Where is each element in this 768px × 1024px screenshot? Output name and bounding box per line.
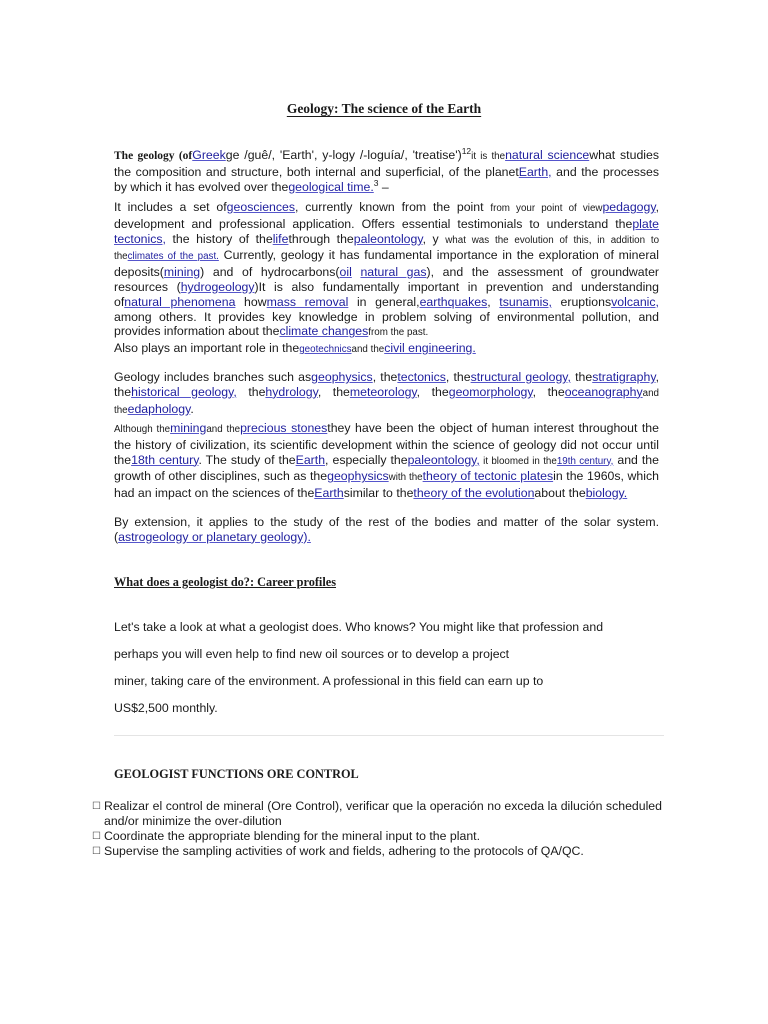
- link-pedagogy[interactable]: pedagogy: [602, 200, 656, 214]
- link-19th-century[interactable]: 19th century,: [556, 455, 614, 467]
- link-geological-time[interactable]: geological time.: [288, 179, 374, 194]
- link-historical-geology[interactable]: historical geology,: [131, 384, 237, 399]
- link-paleontology[interactable]: paleontology: [353, 231, 423, 246]
- functions-heading: GEOLOGIST FUNCTIONS ORE CONTROL: [114, 767, 359, 781]
- link-volcanic[interactable]: volcanic,: [611, 294, 659, 309]
- link-geomorphology[interactable]: geomorphology: [448, 384, 533, 399]
- link-mass-removal[interactable]: mass removal: [266, 294, 349, 309]
- link-mining-history[interactable]: mining: [170, 421, 207, 435]
- page-title: Geology: The science of the Earth: [286, 101, 482, 116]
- link-theory-evolution[interactable]: theory of the evolution: [413, 486, 535, 501]
- link-geotechnics[interactable]: geotechnics: [299, 344, 352, 356]
- link-civil-engineering[interactable]: civil engineering.: [384, 341, 476, 356]
- link-natural-science[interactable]: natural science: [505, 148, 590, 162]
- list-item: ☐ Supervise the sampling activities of work and fields, adhering to the protocols of QA/QC.: [92, 844, 584, 858]
- link-life[interactable]: life: [272, 231, 289, 246]
- link-greek[interactable]: Greek: [192, 148, 226, 162]
- link-climate-changes[interactable]: climate changes: [279, 324, 369, 339]
- link-geophysics[interactable]: geophysics: [311, 370, 373, 384]
- link-natural-phenomena[interactable]: natural phenomena: [124, 294, 236, 309]
- functions-list: [92, 799, 662, 859]
- link-earth[interactable]: Earth,: [518, 164, 552, 179]
- link-18th-century[interactable]: 18th century: [131, 452, 199, 467]
- link-stratigraphy[interactable]: stratigraphy: [592, 370, 656, 384]
- link-hydrology[interactable]: hydrology: [265, 384, 318, 399]
- link-plate-tectonics[interactable]: plate tectonics,: [114, 216, 659, 246]
- link-oil[interactable]: oil: [339, 265, 352, 280]
- link-tectonics[interactable]: tectonics: [397, 370, 446, 384]
- career-line: miner, taking care of the environment. A professional in this field can earn up to: [114, 674, 544, 688]
- link-precious-stones[interactable]: precious stones: [240, 421, 328, 435]
- career-heading: What does a geologist do?: Career profiles: [114, 575, 337, 589]
- link-earthquakes[interactable]: earthquakes: [419, 294, 488, 309]
- link-biology[interactable]: biology.: [585, 486, 628, 501]
- list-item: ☐ Coordinate the appropriate blending for the mineral input to the plant.: [92, 829, 480, 843]
- link-tsunamis[interactable]: tsunamis,: [499, 294, 552, 309]
- career-line: US$2,500 monthly.: [114, 701, 218, 715]
- link-structural-geology[interactable]: structural geology,: [470, 370, 571, 384]
- divider: [114, 735, 664, 736]
- link-climates-past[interactable]: climates of the past.: [127, 251, 219, 263]
- link-astrogeology[interactable]: astrogeology or planetary geology).: [118, 529, 311, 544]
- extension-paragraph: By extension, it applies to the study of the rest of the bodies and matter of the solar system. (astrogeology or planetary geology).: [114, 515, 659, 544]
- intro-paragraph: The geology (ofGreekge /guê/, 'Earth', y-logy /-loguía/, 'treatise')$^{12}$it is thenatural sciencewhat studies the composition and structure, both internal and superficial, of the planetEarth, and the processes by which it has evolved over thegeological time.$^3$ –: [114, 145, 660, 194]
- link-hydrogeology[interactable]: hydrogeology: [180, 279, 255, 294]
- box-bullet-icon: ☐: [92, 831, 101, 842]
- link-earth-study[interactable]: Earth: [295, 452, 326, 467]
- link-meteorology[interactable]: meteorology: [349, 384, 417, 399]
- list-item: ☐ Realizar el control de mineral (Ore Control), verificar que la operación no exceda la dilución scheduled and/or minimize the over-dilution: [92, 799, 662, 828]
- history-paragraph: Although theminingand theprecious stonesthey have been the object of human interest throughout the the history of civilization, its scientific development within the science of geology did not occur until the18th century. The study of theEarth, especially thepaleontology, it bloomed in the19th century, and the growth of other disciplines, such as thegeophysicswith thetheory of tectonic platesin the 1960s, which had an impact on the sciences of theEarthsimilar to thetheory of the evolutionabout thebiology.: [114, 421, 659, 501]
- link-earth-sciences[interactable]: Earth: [314, 486, 344, 501]
- link-edaphology[interactable]: edaphology: [127, 401, 191, 416]
- career-line: Let's take a look at what a geologist does. Who knows? You might like that profession and: [114, 620, 604, 634]
- link-geophysics-history[interactable]: geophysics: [327, 469, 389, 484]
- link-oceanography[interactable]: oceanography: [564, 384, 643, 399]
- link-mining[interactable]: mining: [163, 265, 201, 280]
- link-tectonic-plates[interactable]: theory of tectonic plates: [422, 469, 554, 484]
- career-text: [114, 614, 659, 722]
- link-natural-gas[interactable]: natural gas: [360, 265, 427, 280]
- branches-paragraph: Geology includes branches such asgeophysics, thetectonics, thestructural geology, thestratigraphy, thehistorical geology, thehydrology, themeteorology, thegeomorphology, theoceanographyand theedaphology.: [114, 370, 659, 416]
- career-line: perhaps you will even help to find new oil sources or to develop a project: [114, 647, 510, 661]
- includes-paragraph: It includes a set ofgeosciences, currently known from the point from your point of viewpedagogy, development and professional application. Offers essential testimonials to understand theplate tectonics, the history of thelifethrough thepaleontology, y what was the evolution of this, in addition to theclimates of the past. Currently, geology it has fundamental importance in the exploration of mineral deposits(mining) and of hydrocarbons(oil natural gas), and the assessment of groundwater resources (hydrogeology)It is also fundamentally important in prevention and understanding ofnatural phenomena howmass removal in general,earthquakes, tsunamis, eruptionsvolcanic, among others. It provides key knowledge in problem solving of environmental pollution, and provides information about theclimate changesfrom the past. Also plays an important role in thegeotechnicsand thecivil engineering.: [114, 200, 660, 356]
- link-paleontology-history[interactable]: paleontology,: [407, 452, 480, 467]
- link-geosciences[interactable]: geosciences: [226, 200, 296, 214]
- box-bullet-icon: ☐: [92, 801, 101, 812]
- box-bullet-icon: ☐: [92, 846, 101, 857]
